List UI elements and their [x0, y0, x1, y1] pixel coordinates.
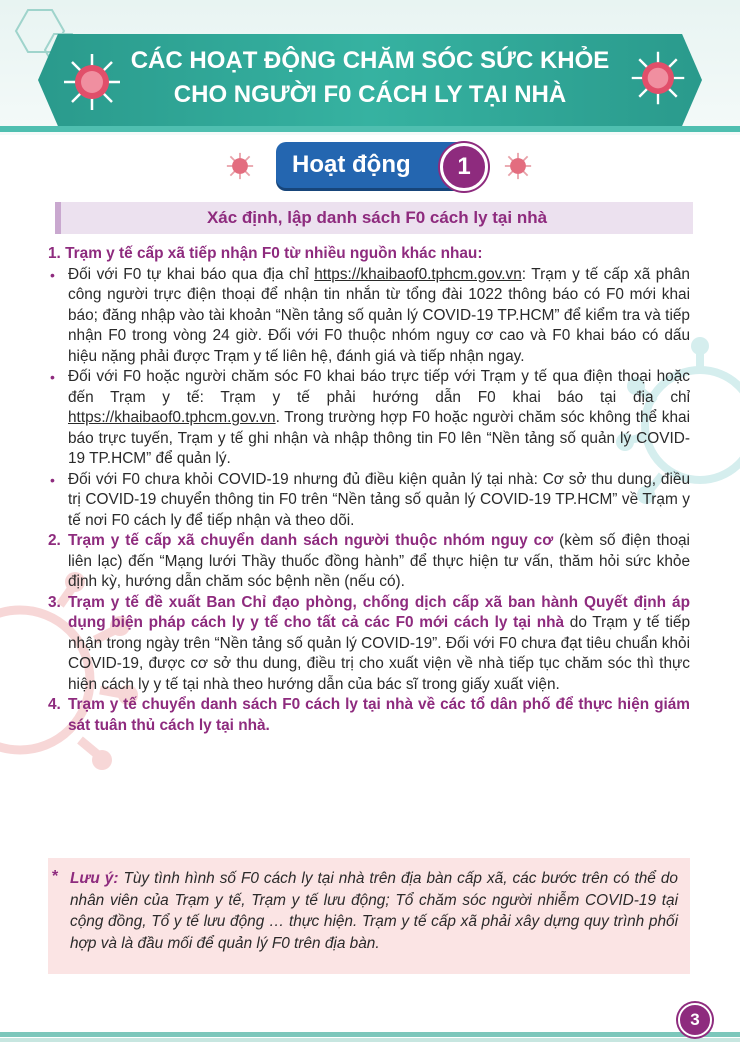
- item-3-bold: Trạm y tế đề xuất Ban Chỉ đạo phòng, chống dịch cấp xã ban hành Quyết định áp dụng biện pháp cách ly y tế cho tất cả các F0 mới cách ly tại nhà: [68, 593, 690, 631]
- virus-small-icon: [504, 152, 532, 180]
- note-label: Lưu ý:: [70, 870, 119, 887]
- item-2-bold: Trạm y tế cấp xã chuyển danh sách người thuộc nhóm nguy cơ: [68, 532, 554, 549]
- page-header: [0, 0, 740, 135]
- note-text: [70, 868, 678, 954]
- item-2-number: 2.: [48, 532, 61, 549]
- page-title-line2: CHO NGƯỜI F0 CÁCH LY TẠI NHÀ: [173, 81, 567, 108]
- virus-small-icon: [226, 152, 254, 180]
- item-2-rest: (kèm số điện thoại liên lạc) đến “Mạng lưới Thầy thuốc đồng hành” để thực hiện tư vấn, thăm hỏi sức khỏe định kỳ, hướng dẫn chăm sóc bệnh nền (nếu có).: [68, 532, 690, 590]
- footer-line: [0, 1032, 740, 1037]
- main-content: [48, 244, 690, 736]
- item-1-bullet-2: [48, 367, 690, 470]
- note-body: Tùy tình hình số F0 cách ly tại nhà trên địa bàn cấp xã, các bước trên có thể do nhân viên của Trạm y tế, Trạm y tế lưu động; Tổ chăm sóc người nhiễm COVID-19 tại cộng đồng, Tổ y tế lưu động … thực hiện. Trạm y tế cấp xã phải xây dựng quy trình phối hợp và là đầu mối để quản lý F0 trên địa bàn.: [70, 870, 678, 952]
- item-4-bold: Trạm y tế chuyển danh sách F0 cách ly tại nhà về các tổ dân phố để thực hiện giám sát tuân thủ cách ly tại nhà.: [68, 696, 690, 734]
- page-title-line1: CÁC HOẠT ĐỘNG CHĂM SÓC SỨC KHỎE: [130, 47, 610, 74]
- page-title: [90, 44, 650, 112]
- item-2: [48, 531, 690, 593]
- item-3: [48, 593, 690, 696]
- bullet-text: : Trạm y tế cấp xã phân công người trực điện thoại để nhận tin nhắn từ tổng đài 1022 thông báo có F0 mới khai báo; đăng nhập vào tài khoản “Nền tảng số quản lý COVID-19 TP.HCM” để kiểm tra và tiếp nhận F0 trong vòng 24 giờ. Đối với F0 thuộc nhóm nguy cơ cao và F0 khai báo có dấu hiệu nặng phải được Trạm y tế liên hệ, đánh giá và tiếp nhận ngay.: [68, 265, 690, 365]
- item-3-number: 3.: [48, 593, 61, 611]
- item-4: [48, 695, 690, 736]
- item-1-bullet-3: • Đối với F0 chưa khỏi COVID-19 nhưng đủ điều kiện quản lý tại nhà: Cơ sở thu dung, điều trị COVID-19 chuyển thông tin F0 trên “Nền tảng số quản lý COVID-19 TP.HCM” về Trạm y tế nơi F0 cách ly để tiếp nhận và theo dõi.: [48, 470, 690, 532]
- page-number: 3: [678, 1003, 712, 1037]
- activity-number: 1: [440, 143, 488, 191]
- bullet-text: Đối với F0 hoặc người chăm sóc F0 khai báo trực tiếp với Trạm y tế qua điện thoại hoặc đến Trạm y tế: Trạm y tế phải hướng dẫn F0 khai báo tại địa chỉ: [68, 368, 690, 406]
- bullet-text: Đối với F0 tự khai báo qua địa chỉ: [68, 265, 315, 283]
- khaibao-link[interactable]: https://khaibaof0.tphcm.gov.vn: [68, 409, 276, 426]
- item-1-bullet-1: [48, 265, 690, 368]
- item-4-number: 4.: [48, 696, 61, 713]
- item-1-heading: 1. Trạm y tế cấp xã tiếp nhận F0 từ nhiều nguồn khác nhau:: [48, 245, 483, 262]
- bullet-text: . Trong trường hợp F0 hoặc người chăm sóc không thể khai báo trực tuyến, Trạm y tế ghi nhận và nhập thông tin F0 lên “Nền tảng số quản lý COVID-19 TP.HCM” để quản lý.: [68, 409, 690, 467]
- activity-label: Hoạt động: [292, 151, 411, 178]
- note-asterisk: *: [52, 868, 59, 885]
- item-3-rest: do Trạm y tế tiếp nhận trong ngày trên “Nền tảng số quản lý COVID-19”. Đối với F0 chưa đạt tiêu chuẩn khỏi COVID-19, được cơ sở thu dung, điều trị cho xuất viện về nhà tiếp tục chăm sóc thì thực hiện cách ly y tế tại nhà theo hướng dẫn của bác sĩ trong giấy xuất viện.: [68, 614, 691, 693]
- section-title: Xác định, lập danh sách F0 cách ly tại nhà: [206, 208, 548, 227]
- note-box: [48, 858, 690, 974]
- footer-line: [0, 1038, 740, 1042]
- khaibao-link[interactable]: https://khaibaof0.tphcm.gov.vn: [314, 265, 522, 283]
- header-divider: [0, 126, 740, 132]
- section-title-bar: [55, 202, 693, 234]
